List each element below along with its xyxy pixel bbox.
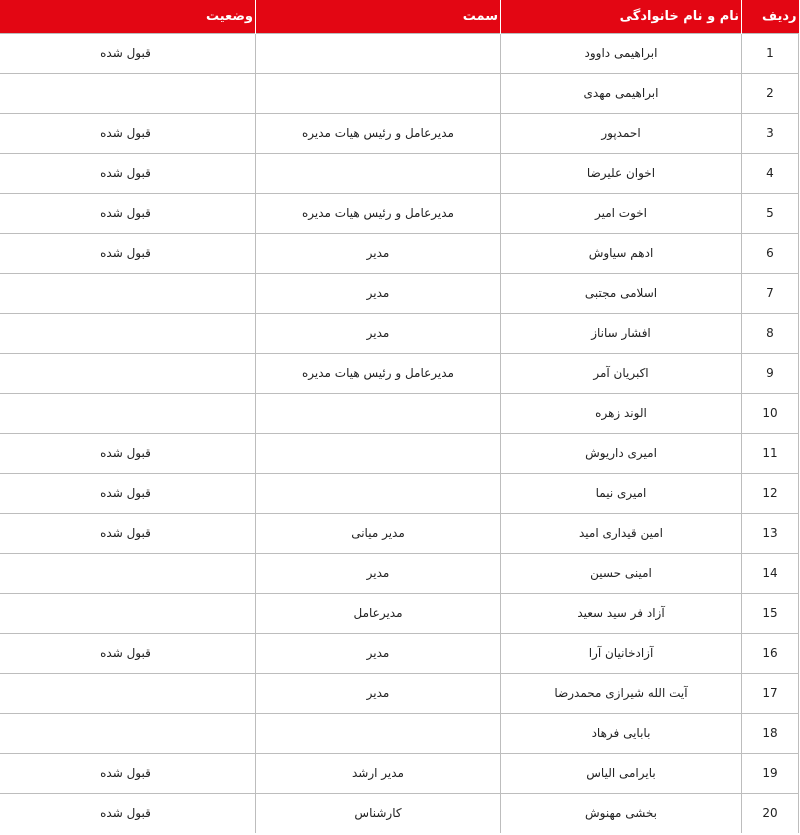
row-position-cell: مدیر	[256, 313, 501, 353]
row-name-cell: آزادخانیان آرا	[501, 633, 742, 673]
row-position-cell: مدیر میانی	[256, 513, 501, 553]
row-status-cell	[0, 553, 256, 593]
row-position-cell: مدیرعامل و رئیس هیات مدیره	[256, 193, 501, 233]
row-index-cell: 2	[742, 73, 799, 113]
row-status-cell: قبول شده	[0, 433, 256, 473]
row-index-cell: 13	[742, 513, 799, 553]
table-row	[0, 113, 799, 153]
row-status-cell: قبول شده	[0, 633, 256, 673]
table-row	[0, 473, 799, 513]
row-name-cell: بابایی فرهاد	[501, 713, 742, 753]
row-position-cell: مدیر ارشد	[256, 753, 501, 793]
row-name-cell: آزاد فر سید سعید	[501, 593, 742, 633]
row-name-cell: احمدپور	[501, 113, 742, 153]
row-status-cell: قبول شده	[0, 513, 256, 553]
row-position-cell	[256, 433, 501, 473]
row-name-cell: امین قیداری امید	[501, 513, 742, 553]
row-status-cell: قبول شده	[0, 233, 256, 273]
row-position-cell: مدیر	[256, 233, 501, 273]
row-index-cell: 3	[742, 113, 799, 153]
row-status-cell: قبول شده	[0, 473, 256, 513]
row-index-cell: 11	[742, 433, 799, 473]
table-row	[0, 273, 799, 313]
row-index-cell: 14	[742, 553, 799, 593]
row-index-cell: 7	[742, 273, 799, 313]
row-status-cell	[0, 393, 256, 433]
table-header	[0, 0, 799, 33]
row-position-cell	[256, 73, 501, 113]
row-position-cell	[256, 153, 501, 193]
row-name-cell: ادهم سیاوش	[501, 233, 742, 273]
row-index-cell: 12	[742, 473, 799, 513]
table-row	[0, 313, 799, 353]
table-row	[0, 73, 799, 113]
row-index-cell: 17	[742, 673, 799, 713]
table-row	[0, 33, 799, 73]
table-row	[0, 633, 799, 673]
row-position-cell: مدیر	[256, 673, 501, 713]
row-status-cell	[0, 593, 256, 633]
table-row	[0, 393, 799, 433]
row-position-cell	[256, 473, 501, 513]
row-position-cell: مدیر	[256, 633, 501, 673]
row-index-cell: 18	[742, 713, 799, 753]
header-row	[0, 0, 799, 33]
row-position-cell	[256, 393, 501, 433]
row-index-cell: 8	[742, 313, 799, 353]
table-row	[0, 233, 799, 273]
table-row	[0, 433, 799, 473]
row-index-cell: 19	[742, 753, 799, 793]
table-row	[0, 793, 799, 833]
row-name-cell: امینی حسین	[501, 553, 742, 593]
row-status-cell: قبول شده	[0, 793, 256, 833]
row-name-cell: بخشی مهنوش	[501, 793, 742, 833]
row-index-cell: 15	[742, 593, 799, 633]
table-row	[0, 593, 799, 633]
row-index-cell: 5	[742, 193, 799, 233]
row-name-cell: بایرامی الیاس	[501, 753, 742, 793]
row-index-cell: 1	[742, 33, 799, 73]
row-position-cell: مدیر	[256, 273, 501, 313]
row-name-cell: امیری داریوش	[501, 433, 742, 473]
row-position-cell: مدیر	[256, 553, 501, 593]
column-header-name[interactable]: نام و نام خانوادگی	[501, 0, 742, 33]
column-header-index[interactable]: ردیف	[742, 0, 799, 33]
column-header-position[interactable]: سمت	[256, 0, 501, 33]
table-row	[0, 673, 799, 713]
row-position-cell: مدیرعامل	[256, 593, 501, 633]
row-position-cell	[256, 33, 501, 73]
row-status-cell: قبول شده	[0, 193, 256, 233]
row-position-cell	[256, 713, 501, 753]
row-status-cell	[0, 273, 256, 313]
row-position-cell: مدیرعامل و رئیس هیات مدیره	[256, 113, 501, 153]
row-index-cell: 20	[742, 793, 799, 833]
column-header-status[interactable]: وضعیت	[205, 8, 253, 24]
row-name-cell: ابراهیمی داوود	[501, 33, 742, 73]
table-row	[0, 753, 799, 793]
table-row	[0, 193, 799, 233]
row-status-cell: قبول شده	[0, 33, 256, 73]
row-index-cell: 16	[742, 633, 799, 673]
row-name-cell: افشار ساناز	[501, 313, 742, 353]
row-name-cell: اخوت امیر	[501, 193, 742, 233]
row-status-cell	[0, 713, 256, 753]
table-row	[0, 713, 799, 753]
table-row	[0, 553, 799, 593]
row-name-cell: الوند زهره	[501, 393, 742, 433]
row-name-cell: امیری نیما	[501, 473, 742, 513]
row-index-cell: 10	[742, 393, 799, 433]
row-status-cell	[0, 353, 256, 393]
row-index-cell: 4	[742, 153, 799, 193]
row-status-cell: قبول شده	[0, 753, 256, 793]
table-row	[0, 353, 799, 393]
table-row	[0, 153, 799, 193]
row-position-cell: مدیرعامل و رئیس هیات مدیره	[256, 353, 501, 393]
row-status-cell	[0, 313, 256, 353]
row-status-cell	[0, 73, 256, 113]
row-name-cell: اسلامی مجتبی	[501, 273, 742, 313]
row-name-cell: اکبریان آمر	[501, 353, 742, 393]
row-name-cell: اخوان علیرضا	[501, 153, 742, 193]
row-name-cell: ابراهیمی مهدی	[501, 73, 742, 113]
row-status-cell	[0, 673, 256, 713]
row-position-cell: کارشناس	[256, 793, 501, 833]
row-status-cell: قبول شده	[0, 153, 256, 193]
row-status-cell: قبول شده	[0, 113, 256, 153]
table-row	[0, 513, 799, 553]
row-index-cell: 6	[742, 233, 799, 273]
table-body	[0, 33, 799, 833]
row-index-cell: 9	[742, 353, 799, 393]
row-name-cell: آیت الله شیرازی محمدرضا	[501, 673, 742, 713]
